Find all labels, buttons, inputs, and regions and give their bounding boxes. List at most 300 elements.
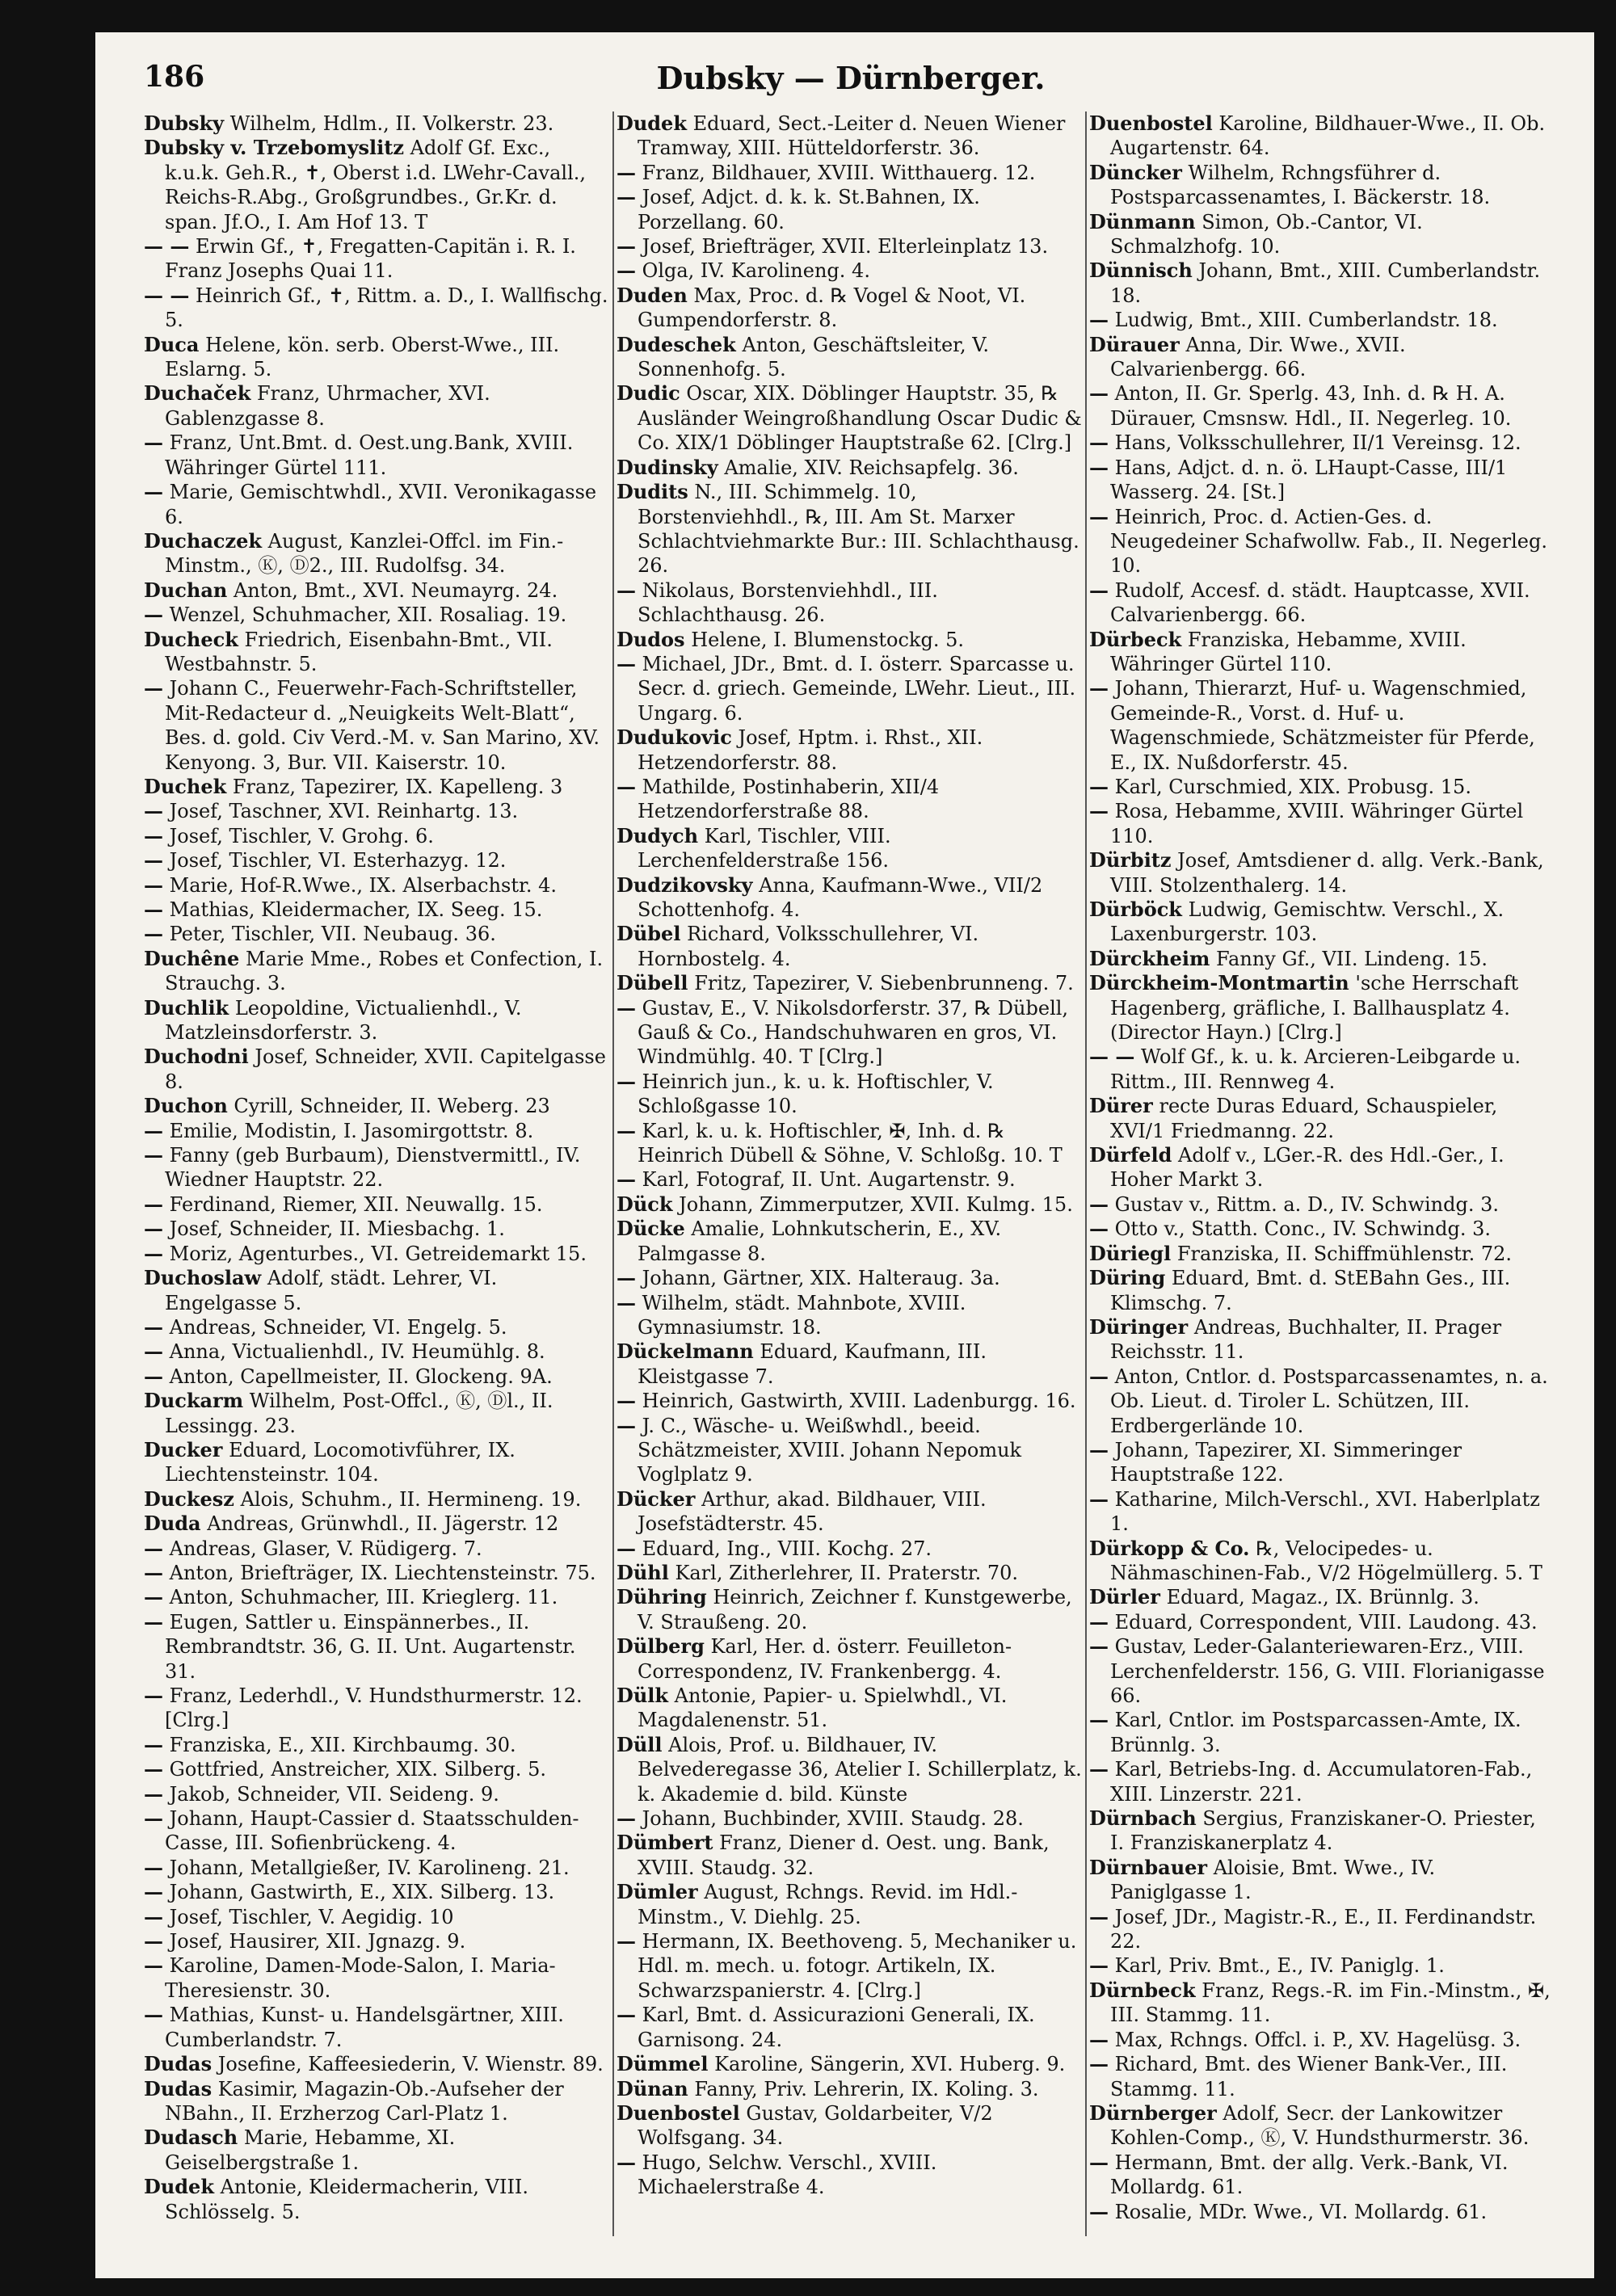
directory-entry xyxy=(1089,676,1555,775)
entry-name: — xyxy=(144,1855,163,1879)
directory-entry xyxy=(617,284,1082,333)
entry-details: Josef, Hptm. i. Rhst., XII. Hetzendorferstr. 88. xyxy=(638,726,983,774)
entry-details: Gustav, Leder-Galanteriewaren-Erz., VIII. Lerchenfelderstr. 156, G. VIII. Florianigasse 66. xyxy=(1110,1635,1545,1707)
directory-entry xyxy=(617,480,1082,578)
directory-entry xyxy=(617,2003,1082,2052)
directory-entry xyxy=(144,136,609,234)
entry-details: Rosa, Hebamme, XVIII. Währinger Gürtel 110. xyxy=(1110,800,1524,847)
directory-entry xyxy=(617,725,1082,775)
entry-name: — xyxy=(144,676,163,700)
directory-entry xyxy=(144,775,609,799)
entry-name: — xyxy=(1089,504,1109,528)
entry-name: — xyxy=(144,823,163,847)
directory-entry xyxy=(1089,1365,1555,1438)
entry-details: Ferdinand, Riemer, XII. Neuwallg. 15. xyxy=(169,1192,543,1216)
entry-name: Dürböck xyxy=(1089,898,1182,921)
entry-name: — xyxy=(144,1781,163,1806)
entry-name: Düncker xyxy=(1089,160,1182,184)
entry-details: Karl, Her. d. österr. Feuilleton-Correspondenz, IV. Frankenbergg. 4. xyxy=(638,1635,1012,1683)
directory-entry xyxy=(1089,308,1555,332)
directory-entry xyxy=(144,1537,609,1561)
entry-details: Helene, I. Blumenstockg. 5. xyxy=(691,628,964,651)
entry-name: — xyxy=(1089,431,1109,455)
entry-details: Mathias, Kleidermacher, IX. Seeg. 15. xyxy=(169,898,543,921)
entry-details: Amalie, XIV. Reichsapfelg. 36. xyxy=(724,456,1019,479)
entry-details: Karoline, Bildhauer-Wwe., II. Ob. Augartenstr. 64. xyxy=(1110,112,1546,160)
directory-entry xyxy=(144,381,609,431)
entry-name: — xyxy=(144,2003,163,2027)
directory-entry xyxy=(144,284,609,333)
entry-details: Alois, Schuhm., II. Hermineng. 19. xyxy=(240,1487,582,1511)
entry-details: Josef, Tischler, V. Grohg. 6. xyxy=(169,824,434,847)
directory-entry xyxy=(617,775,1082,824)
directory-entry xyxy=(144,1365,609,1389)
directory-entry xyxy=(1089,1266,1555,1315)
directory-entry xyxy=(144,333,609,382)
entry-name: — xyxy=(1089,1192,1109,1216)
entry-details: Franz, Bildhauer, XVIII. Witthauerg. 12. xyxy=(642,161,1036,184)
entry-name: — xyxy=(144,922,163,946)
entry-name: Dudasch xyxy=(144,2126,238,2150)
entry-details: Josef, Briefträger, XVII. Elterleinplatz 13. xyxy=(642,235,1049,259)
directory-entry xyxy=(617,1585,1082,1634)
entry-details: Johann, Gärtner, XIX. Halteraug. 3a. xyxy=(642,1267,1000,1290)
entry-details: Marie, Gemischtwhdl., XVII. Veronikagasse 6. xyxy=(165,481,597,528)
entry-name: Duchêne xyxy=(144,946,240,970)
entry-details: Adolf v., LGer.-R. des Hdl.-Ger., I. Hoher Markt 3. xyxy=(1110,1144,1504,1192)
entry-details: 'sche Herrschaft Hagenberg, gräfliche, I. Ballhausplatz 4. (Director Hayn.) [Clrg.] xyxy=(1110,972,1519,1045)
directory-entry xyxy=(617,1070,1082,1119)
directory-entry xyxy=(1089,259,1555,308)
entry-name: Dudukovic xyxy=(617,725,732,750)
entry-name: — xyxy=(1089,1904,1109,1928)
entry-details: Anton, Briefträger, IX. Liechtensteinstr. 75. xyxy=(169,1561,596,1584)
entry-details: J. C., Wäsche- u. Weißwhdl., beeid. Schätzmeister, XVIII. Johann Nepomuk Voglplatz 9. xyxy=(638,1414,1022,1487)
entry-name: Dudzikovsky xyxy=(617,873,753,897)
directory-entry xyxy=(144,2126,609,2175)
directory-entry xyxy=(617,1291,1082,1340)
entry-name: Dudeschek xyxy=(617,332,736,356)
entry-name: — xyxy=(1089,2199,1109,2223)
directory-entry xyxy=(617,996,1082,1070)
directory-entry xyxy=(144,922,609,946)
directory-entry xyxy=(617,1339,1082,1389)
entry-details: Karl, Curschmied, XIX. Probusg. 15. xyxy=(1114,775,1471,798)
entry-details: Katharine, Milch-Verschl., XVI. Haberlplatz 1. xyxy=(1110,1487,1540,1536)
directory-entry xyxy=(1089,898,1555,947)
entry-name: — xyxy=(1089,1609,1109,1634)
entry-details: Franz, Regs.-R. im Fin.-Minstm., ✠, III. Stammg. 11. xyxy=(1110,1979,1551,2027)
entry-details: Karl, k. u. k. Hoftischler, ✠, Inh. d. ℞ Heinrich Dübell & Söhne, V. Schloßg. 10. T xyxy=(638,1119,1063,1167)
entry-name: — xyxy=(617,1806,636,1831)
entry-details: Arthur, akad. Bildhauer, VIII. Josefstädterstr. 45. xyxy=(638,1487,987,1536)
entry-name: — xyxy=(144,1192,163,1216)
directory-entry xyxy=(144,2003,609,2052)
entry-details: Johann, Buchbinder, XVIII. Staudg. 28. xyxy=(642,1807,1024,1831)
entry-details: Franz, Lederhdl., V. Hundsthurmerstr. 12. [Clrg.] xyxy=(165,1684,583,1732)
entry-name: Dudek xyxy=(617,111,687,135)
directory-entry xyxy=(617,2077,1082,2101)
entry-name: Dürnbach xyxy=(1089,1806,1197,1831)
entry-name: — xyxy=(1089,1953,1109,1978)
entry-details: Hans, Adjct. d. n. ö. LHaupt-Casse, III/1 Wasserg. 24. [St.] xyxy=(1110,456,1508,504)
entry-details: Franziska, E., XII. Kirchbaumg. 30. xyxy=(169,1733,516,1756)
entry-details: Johann C., Feuerwehr-Fach-Schriftsteller, Mit-Redacteur d. „Neuigkeits Welt-Blatt“, Bes. d. gold. Civ Verd.-M. v. San Marino, XV. Kenyong. 3, Bur. VII. Kaiserstr. 10. xyxy=(165,677,600,774)
directory-entry xyxy=(1089,456,1555,505)
entry-details: Josef, Schneider, II. Miesbachg. 1. xyxy=(169,1217,505,1241)
entry-name: Dudas xyxy=(144,2052,213,2076)
entry-name: — xyxy=(617,1266,636,1290)
entry-name: — — xyxy=(1089,1045,1135,1069)
directory-entry xyxy=(617,922,1082,971)
directory-entry xyxy=(1089,1217,1555,1241)
directory-page xyxy=(95,32,1594,2278)
entry-details: August, Kanzlei-Offcl. im Fin.-Minstm., Ⓚ, Ⓓ2., III. Rudolfsg. 34. xyxy=(165,529,564,578)
entry-details: Franz, Tapezirer, IX. Kapelleng. 3 xyxy=(232,775,563,798)
directory-entry xyxy=(617,161,1082,185)
entry-name: — xyxy=(1089,2027,1109,2051)
entry-details: Heinrich Gf., ✝, Rittm. a. D., I. Wallfischg. 5. xyxy=(165,284,608,332)
entry-details: Cyrill, Schneider, II. Weberg. 23 xyxy=(234,1095,550,1118)
directory-entry xyxy=(617,1414,1082,1487)
directory-entry xyxy=(144,824,609,848)
page-header xyxy=(144,57,1558,105)
entry-name: Dümler xyxy=(617,1880,698,1904)
directory-entry xyxy=(144,1339,609,1364)
entry-name: — xyxy=(1089,1364,1109,1388)
directory-entry xyxy=(144,1806,609,1856)
directory-entry xyxy=(617,2101,1082,2151)
entry-details: Franziska, II. Schiffmühlenstr. 72. xyxy=(1176,1242,1512,1265)
entry-name: — xyxy=(144,1806,163,1831)
entry-name: Ducker xyxy=(144,1437,223,1461)
entry-details: Josef, Hausirer, XII. Jgnazg. 9. xyxy=(169,1930,466,1953)
directory-entry xyxy=(1089,1708,1555,1757)
entry-details: Josef, Adjct. d. k. k. St.Bahnen, IX. Porzellang. 60. xyxy=(638,186,980,233)
entry-details: Andreas, Glaser, V. Rüdigerg. 7. xyxy=(169,1537,482,1560)
entry-name: Duckarm xyxy=(144,1389,244,1413)
entry-details: Wenzel, Schuhmacher, XII. Rosaliag. 19. xyxy=(169,603,567,627)
directory-entry xyxy=(617,1880,1082,1929)
directory-entry xyxy=(144,898,609,922)
directory-entry xyxy=(144,578,609,603)
entry-details: Heinrich, Gastwirth, XVIII. Ladenburgg. 16. xyxy=(642,1390,1076,1413)
directory-entry xyxy=(1089,1192,1555,1217)
entry-details: Oscar, XIX. Döblinger Hauptstr. 35, ℞ Ausländer Weingroßhandlung Oscar Dudic & Co. XIX/1 Döblinger Hauptstraße 62. [Clrg.] xyxy=(638,382,1082,455)
entry-name: Ducheck xyxy=(144,627,238,651)
entry-details: Karl, Cntlor. im Postsparcassen-Amte, IX. Brünnlg. 3. xyxy=(1110,1709,1521,1756)
directory-entry xyxy=(144,1192,609,1217)
directory-entry xyxy=(144,2077,609,2126)
directory-entry xyxy=(1089,1045,1555,1094)
entry-name: — xyxy=(1089,308,1109,332)
directory-entry xyxy=(1089,1585,1555,1609)
entry-details: Marie, Hof-R.Wwe., IX. Alserbachstr. 4. xyxy=(169,873,557,897)
entry-name: — xyxy=(1089,1634,1109,1659)
directory-entry xyxy=(1089,947,1555,971)
entry-details: Josef, Tischler, V. Aegidig. 10 xyxy=(169,1905,454,1928)
entry-name: — xyxy=(617,651,636,675)
directory-entry xyxy=(144,111,609,136)
directory-entry xyxy=(144,480,609,529)
directory-entry xyxy=(1089,2028,1555,2052)
entry-details: Eduard, Kaufmann, III. Kleistgasse 7. xyxy=(638,1340,987,1388)
entry-name: — xyxy=(1089,1708,1109,1732)
entry-name: — xyxy=(617,1118,636,1142)
entry-details: Otto v., Statth. Conc., IV. Schwindg. 3. xyxy=(1114,1217,1492,1241)
entry-name: Dürckheim-Montmartin xyxy=(1089,971,1349,995)
directory-entry xyxy=(617,824,1082,873)
entry-details: Richard, Volksschullehrer, VI. Hornbostelg. 4. xyxy=(638,923,979,970)
entry-name: Dürfeld xyxy=(1089,1143,1172,1167)
entry-details: Eduard, Sect.-Leiter d. Neuen Wiener Tramway, XIII. Hütteldorferstr. 36. xyxy=(638,112,1066,160)
entry-details: Karl, Betriebs-Ing. d. Accumulatoren-Fab., XIII. Linzerstr. 221. xyxy=(1110,1758,1533,1806)
entry-name: Dücke xyxy=(617,1217,685,1241)
entry-name: Düringer xyxy=(1089,1314,1189,1339)
entry-name: — xyxy=(617,774,636,798)
directory-entry xyxy=(1089,1634,1555,1708)
entry-details: Andreas, Grünwhdl., II. Jägerstr. 12 xyxy=(207,1512,559,1536)
entry-details: Karoline, Sängerin, XVI. Huberg. 9. xyxy=(714,2053,1066,2076)
entry-name: Dürnberger xyxy=(1089,2100,1217,2125)
directory-entry xyxy=(144,1266,609,1315)
directory-entry xyxy=(144,234,609,284)
directory-entry xyxy=(1089,799,1555,848)
entry-details: Karl, Zitherlehrer, II. Praterstr. 70. xyxy=(675,1561,1019,1584)
directory-entry xyxy=(617,1389,1082,1413)
directory-entry xyxy=(144,1757,609,1781)
entry-details: Marie Mme., Robes et Confection, I. Strauchg. 3. xyxy=(165,947,604,995)
entry-name: — xyxy=(617,1167,636,1192)
entry-details: Helene, kön. serb. Oberst-Wwe., III. Eslarng. 5. xyxy=(165,333,560,381)
entry-name: Duchek xyxy=(144,774,227,798)
entry-name: — xyxy=(144,603,163,627)
directory-entry xyxy=(1089,1487,1555,1537)
directory-entry xyxy=(1089,1953,1555,1978)
entry-details: Franziska, Hebamme, XVIII. Währinger Gürtel 110. xyxy=(1110,628,1467,675)
entry-name: — xyxy=(617,1290,636,1314)
entry-details: Ludwig, Gemischtw. Verschl., X. Laxenburgerstr. 103. xyxy=(1110,898,1504,946)
entry-details: Eduard, Ing., VIII. Kochg. 27. xyxy=(642,1537,932,1560)
directory-entry xyxy=(144,1512,609,1536)
entry-name: — xyxy=(1089,676,1109,700)
directory-entry xyxy=(617,1733,1082,1806)
entry-name: — xyxy=(144,1732,163,1756)
entry-details: Eduard, Magaz., IX. Brünnlg. 3. xyxy=(1166,1586,1479,1609)
entry-details: Amalie, Lohnkutscherin, E., XV. Palmgasse 8. xyxy=(638,1217,1002,1265)
entry-name: — xyxy=(144,1364,163,1388)
entry-details: Wolf Gf., k. u. k. Arcieren-Leibgarde u. Rittm., III. Rennweg 4. xyxy=(1110,1045,1521,1093)
entry-details: Gustav, E., V. Nikolsdorferstr. 37, ℞ Dübell, Gauß & Co., Handschuhwaren en gros, VI. Windmühlg. 40. T [Clrg.] xyxy=(638,996,1069,1069)
entry-name: — xyxy=(144,1536,163,1560)
entry-name: Dürckheim xyxy=(1089,946,1210,970)
directory-entry xyxy=(1089,775,1555,799)
entry-details: Olga, IV. Karolineng. 4. xyxy=(642,259,870,283)
entry-name: Dück xyxy=(617,1192,673,1216)
entry-details: Gustav v., Rittm. a. D., IV. Schwindg. 3. xyxy=(1114,1192,1499,1216)
entry-name: — xyxy=(144,1757,163,1781)
directory-entry xyxy=(144,1094,609,1118)
directory-entry xyxy=(144,1610,609,1684)
directory-entry xyxy=(144,873,609,898)
directory-entry xyxy=(1089,1315,1555,1365)
entry-name: — xyxy=(144,1684,163,1707)
entry-name: Düriegl xyxy=(1089,1241,1172,1265)
entry-name: — xyxy=(144,1880,163,1904)
entry-name: Dudos xyxy=(617,627,685,651)
directory-entry xyxy=(617,578,1082,628)
directory-entry xyxy=(144,529,609,578)
entry-details: Josefine, Kaffeesiederin, V. Wienstr. 89. xyxy=(217,2053,604,2076)
directory-entry xyxy=(617,1217,1082,1266)
entry-details: Alois, Prof. u. Bildhauer, IV. Belvederegasse 36, Atelier I. Schillerplatz, k. k. Akademie d. bild. Künste xyxy=(638,1733,1082,1806)
directory-entry xyxy=(617,1487,1082,1537)
entry-details: Wilhelm, Post-Offcl., Ⓚ, Ⓓl., II. Lessingg. 23. xyxy=(165,1390,553,1437)
entry-details: August, Rchngs. Revid. im Hdl.-Minstm., V. Diehlg. 25. xyxy=(638,1881,1018,1928)
entry-details: Josef, JDr., Magistr.-R., E., II. Ferdinandstr. 22. xyxy=(1110,1905,1537,1953)
entry-details: Johann, Metallgießer, IV. Karolineng. 21. xyxy=(169,1856,570,1879)
entry-name: — xyxy=(144,1143,163,1167)
directory-entry xyxy=(617,1684,1082,1733)
entry-name: — xyxy=(144,898,163,921)
entry-name: Dürauer xyxy=(1089,332,1180,356)
directory-entry xyxy=(1089,1610,1555,1634)
directory-entry xyxy=(617,1806,1082,1831)
entry-name: Dünnisch xyxy=(1089,259,1193,283)
entry-name: Dünan xyxy=(617,2076,688,2100)
entry-details: Andreas, Schneider, VI. Engelg. 5. xyxy=(169,1315,507,1339)
entry-name: — xyxy=(1089,1437,1109,1461)
directory-entry xyxy=(1089,1143,1555,1192)
entry-name: Duca xyxy=(144,332,200,356)
directory-entry xyxy=(1089,381,1555,431)
entry-name: — — xyxy=(144,283,190,307)
directory-entry xyxy=(144,1438,609,1487)
entry-details: Anton, II. Gr. Sperlg. 43, Inh. d. ℞ H. A. Dürauer, Cmsnsw. Hdl., II. Negerleg. 10. xyxy=(1110,382,1512,430)
entry-name: Duenbostel xyxy=(1089,111,1213,135)
entry-name: Duchaczek xyxy=(144,528,263,553)
entry-name: — xyxy=(144,799,163,823)
directory-entry xyxy=(617,456,1082,480)
directory-entry xyxy=(617,1561,1082,1585)
entry-details: Anna, Dir. Wwe., XVII. Calvarienbergg. 66. xyxy=(1110,333,1406,381)
entry-details: recte Duras Eduard, Schauspieler, XVI/1 Friedmanng. 22. xyxy=(1110,1095,1498,1142)
directory-entry xyxy=(1089,1438,1555,1487)
directory-entry xyxy=(1089,161,1555,210)
directory-entry xyxy=(1089,1537,1555,1586)
entry-details: Friedrich, Eisenbahn-Bmt., VII. Westbahnstr. 5. xyxy=(165,628,553,675)
entry-details: Sergius, Franziskaner-O. Priester, I. Franziskanerplatz 4. xyxy=(1110,1807,1536,1855)
entry-name: — xyxy=(144,1217,163,1241)
entry-name: Duchodni xyxy=(144,1045,249,1069)
entry-details: Hugo, Selchw. Verschl., XVIII. Michaelerstraße 4. xyxy=(638,2151,937,2199)
entry-details: Karl, Priv. Bmt., E., IV. Paniglg. 1. xyxy=(1114,1954,1445,1978)
entry-name: Dubsky xyxy=(144,111,225,135)
directory-entry xyxy=(617,628,1082,652)
entry-name: — xyxy=(617,578,636,602)
directory-entry xyxy=(144,1953,609,2003)
directory-entry xyxy=(144,1315,609,1339)
entry-details: Wilhelm, Hdlm., II. Volkerstr. 23. xyxy=(229,112,554,135)
directory-entry xyxy=(1089,1094,1555,1143)
entry-details: Marie, Hebamme, XI. Geiselbergstraße 1. xyxy=(165,2126,456,2174)
directory-entry xyxy=(144,848,609,873)
directory-entry xyxy=(144,628,609,677)
directory-entry xyxy=(617,1831,1082,1880)
entry-name: Dudic xyxy=(617,381,680,406)
entry-details: Franz, Uhrmacher, XVI. Gablenzgasse 8. xyxy=(165,382,490,430)
entry-name: Dümbert xyxy=(617,1831,713,1855)
directory-entry xyxy=(1089,505,1555,578)
entry-details: Mathias, Kunst- u. Handelsgärtner, XIII. Cumberlandstr. 7. xyxy=(165,2004,564,2051)
entry-details: Leopoldine, Victualienhdl., V. Matzleinsdorferstr. 3. xyxy=(165,996,522,1045)
directory-entry xyxy=(1089,848,1555,898)
entry-details: Josef, Schneider, XVII. Capitelgasse 8. xyxy=(165,1045,606,1093)
entry-name: — xyxy=(617,1929,636,1953)
entry-details: Fanny, Priv. Lehrerin, IX. Koling. 3. xyxy=(694,2077,1039,2100)
entry-name: — xyxy=(1089,2150,1109,2174)
entry-name: Duchaček xyxy=(144,381,251,406)
entry-details: Antonie, Papier- u. Spielwhdl., VI. Magdalenenstr. 51. xyxy=(638,1684,1008,1732)
entry-details: Franz, Diener d. Oest. ung. Bank, XVIII. Staudg. 32. xyxy=(638,1831,1050,1879)
directory-entry xyxy=(617,2052,1082,2076)
entry-name: Dübel xyxy=(617,922,681,946)
entry-name: Dürbitz xyxy=(1089,848,1172,873)
entry-name: — xyxy=(144,1953,163,1978)
entry-name: Dünmann xyxy=(1089,209,1196,233)
directory-entry xyxy=(1089,1979,1555,2028)
directory-entry xyxy=(1089,210,1555,259)
directory-entry xyxy=(1089,1856,1555,1905)
entry-details: Karoline, Damen-Mode-Salon, I. Maria-Theresienstr. 30. xyxy=(165,1954,556,2002)
entry-details: Simon, Ob.-Cantor, VI. Schmalzhofg. 10. xyxy=(1110,210,1423,259)
entry-name: Duda xyxy=(144,1512,201,1536)
entry-details: Mathilde, Postinhaberin, XII/4 Hetzendorferstraße 88. xyxy=(638,775,940,823)
directory-entry xyxy=(144,603,609,627)
column-2 xyxy=(617,111,1082,2244)
entry-name: — xyxy=(1089,455,1109,479)
entry-name: Dubsky v. Trzebomyslitz xyxy=(144,136,404,160)
entry-details: Michael, JDr., Bmt. d. I. österr. Sparcasse u. Secr. d. griech. Gemeinde, LWehr. Lieut., III. Ungarg. 6. xyxy=(638,652,1076,725)
entry-name: Dülk xyxy=(617,1684,669,1707)
entry-details: Anton, Cntlor. d. Postsparcassenamtes, n. a. Ob. Lieut. d. Tiroler L. Schützen, III. Erdbergerlände 10. xyxy=(1110,1365,1548,1437)
entry-name: — xyxy=(144,1904,163,1928)
entry-details: Johann, Tapezirer, XI. Simmeringer Hauptstraße 122. xyxy=(1110,1438,1462,1487)
entry-details: Johann, Bmt., XIII. Cumberlandstr. 18. xyxy=(1110,259,1541,307)
directory-entry xyxy=(144,1487,609,1512)
entry-details: Johann, Thierarzt, Huf- u. Wagenschmied, Gemeinde-R., Vorst. d. Huf- u. Wagenschmiede, Schätzmeister für Pferde, E., IX. Nußdorferstr. 45. xyxy=(1110,677,1535,774)
entry-details: Adolf Gf. Exc., k.u.k. Geh.R., ✝, Oberst i.d. LWehr-Cavall., Reichs-R.Abg., Großgrundbes., Gr.Kr. d. span. Jf.O., I. Am Hof 13. T xyxy=(165,137,587,233)
directory-entry xyxy=(144,1880,609,1904)
directory-entry xyxy=(1089,1757,1555,1806)
entry-name: — xyxy=(617,1069,636,1093)
entry-details: Erwin Gf., ✝, Fregatten-Capitän i. R. I. Franz Josephs Quai 11. xyxy=(165,235,576,283)
entry-details: Moriz, Agenturbes., VI. Getreidemarkt 15. xyxy=(169,1242,587,1265)
entry-details: Karl, Fotograf, II. Unt. Augartenstr. 9. xyxy=(642,1168,1016,1192)
entry-details: Josef, Amtsdiener d. allg. Verk.-Bank, VIII. Stolzenthalerg. 14. xyxy=(1110,849,1544,897)
entry-details: Rudolf, Accesf. d. städt. Hauptcasse, XVII. Calvarienbergg. 66. xyxy=(1110,578,1530,627)
entry-name: — xyxy=(144,1585,163,1609)
directory-entry xyxy=(617,1119,1082,1168)
directory-entry xyxy=(144,2175,609,2224)
entry-name: — xyxy=(617,1536,636,1560)
entry-name: — xyxy=(144,848,163,873)
entry-name: — xyxy=(1089,774,1109,798)
directory-entry xyxy=(617,185,1082,234)
entry-name: Duenbostel xyxy=(617,2100,740,2125)
entry-name: — xyxy=(144,873,163,897)
entry-name: — xyxy=(144,1929,163,1953)
